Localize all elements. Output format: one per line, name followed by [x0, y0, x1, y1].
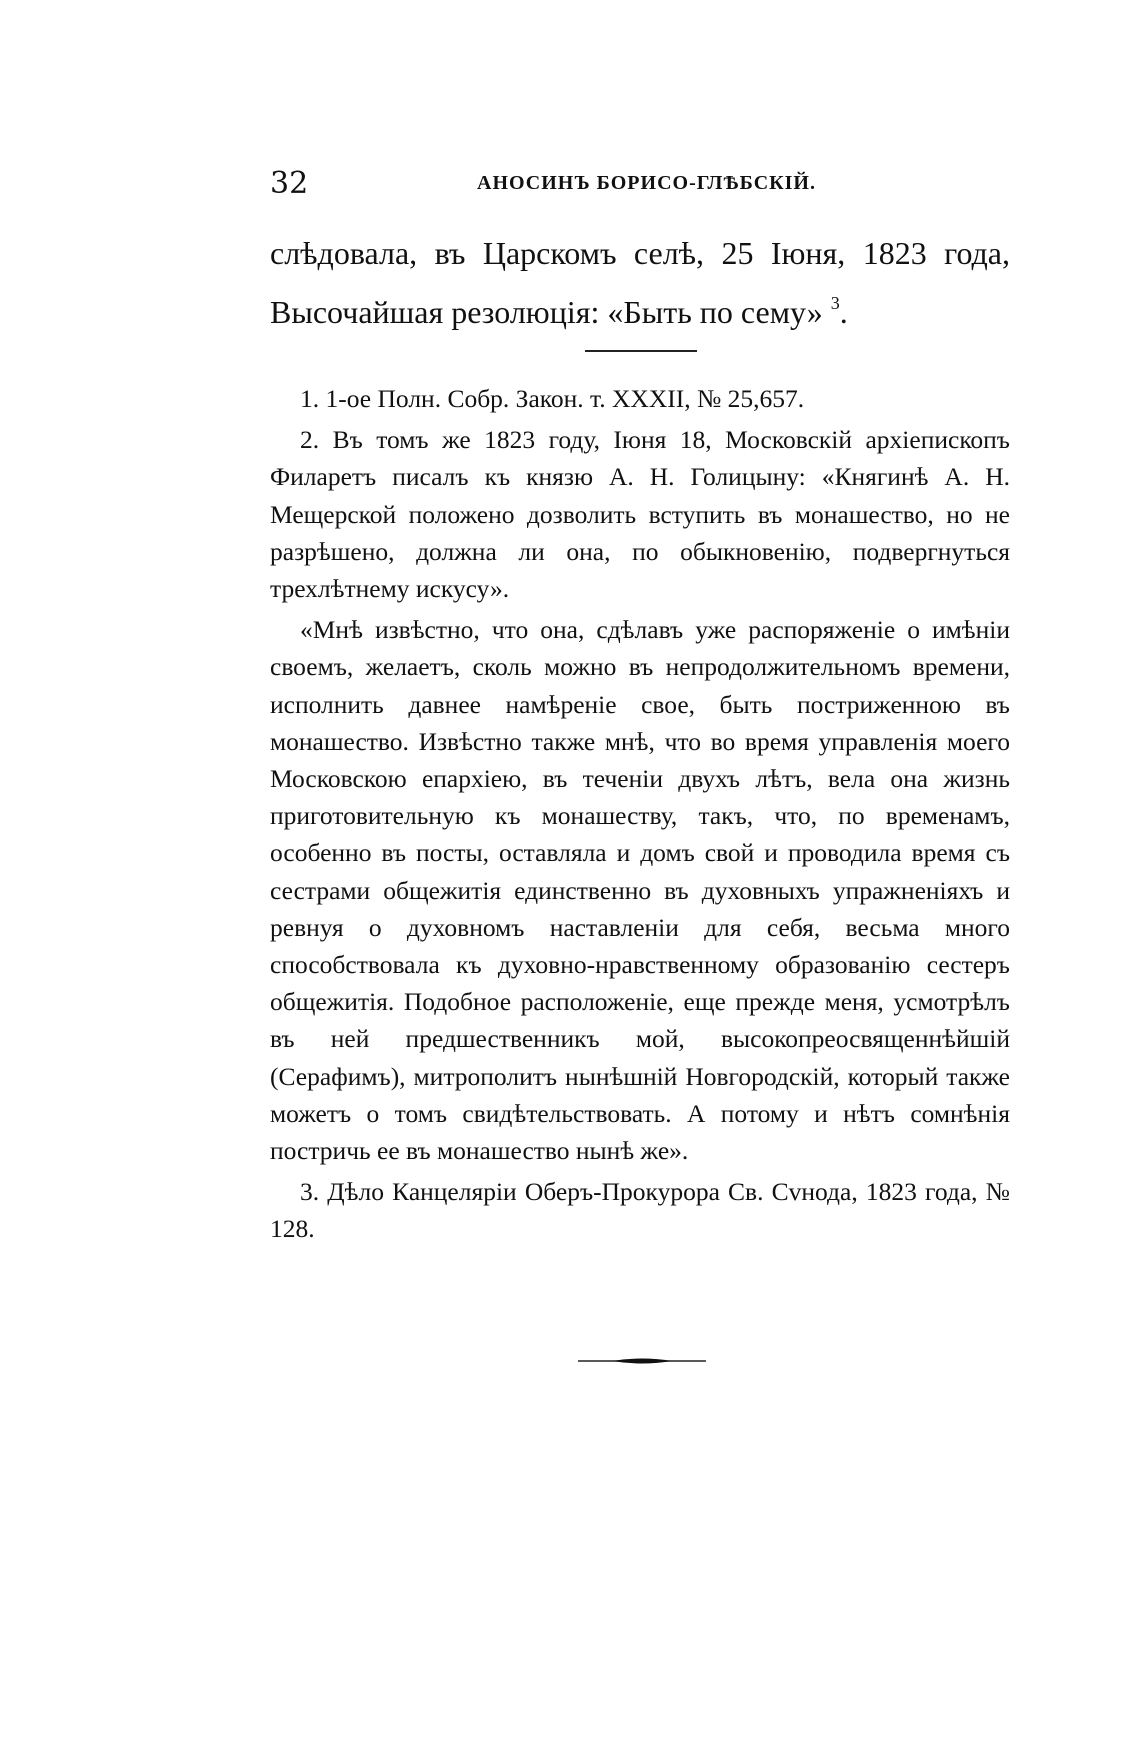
footnote-reference: 3	[830, 293, 840, 313]
footnote-3: 3. Дѣло Канцеляріи Оберъ-Прокурора Св. Сvнода, 1823 года, № 128.	[270, 1177, 1010, 1244]
footnotes	[270, 380, 1010, 1248]
main-paragraph-text: слѣдовала, въ Царскомъ селѣ, 25 Іюня, 1823 года, Высочайшая резолюція: «Быть по сему»	[270, 235, 1010, 330]
main-paragraph-end: .	[839, 294, 848, 330]
footnote-1: 1. 1-ое Полн. Собр. Закон. т. XXXII, № 25,657.	[300, 384, 805, 413]
footnote-2-continued: «Мнѣ извѣстно, что она, сдѣлавъ уже распоряженіе о имѣніи своемъ, желаетъ, сколь можно въ непродолжительномъ времени, исполнить давнее намѣреніе свое, быть постриженною въ монашество. Извѣстно также мнѣ, что во время управленія моего Московскою епархіею, въ теченіи двухъ лѣтъ, вела она жизнь приготовительную къ монашеству, такъ, что, по временамъ, особенно въ посты, оставляла и домъ свой и проводила время съ сестрами общежитія единственно въ духовныхъ упражненіяхъ и ревнуя о духовномъ наставленіи для себя, весьма много способствовала къ духовно-нравственному образованію сестеръ общежитія. Подобное расположеніе, еще прежде меня, усмотрѣлъ въ ней предшественникъ мой, высокопреосвященнѣйшій (Серафимъ), митрополитъ нынѣшній Новгородскій, который также можетъ о томъ свидѣтельствовать. А потому и нѣтъ сомнѣнія постричь ее въ монашество нынѣ же».	[270, 615, 1010, 1166]
main-text	[270, 228, 1010, 337]
page-header	[270, 166, 1010, 206]
footnote-2: 2. Въ томъ же 1823 году, Іюня 18, Московскій архіепископъ Филаретъ писалъ къ князю А. Н. Голицыну: «Княгинѣ А. Н. Мещерской положено дозволить вступить въ монашество, но не разрѣшено, должна ли она, по обыкновенію, подвергнуться трехлѣтнему искусу».	[270, 425, 1010, 604]
running-head: АНОСИНЪ БОРИСО-ГЛѢБСКІЙ.	[477, 172, 816, 194]
main-paragraph	[270, 228, 1010, 337]
footnote-separator-rule	[585, 350, 697, 352]
end-ornament	[578, 1355, 706, 1367]
page-number: 32	[270, 166, 309, 201]
